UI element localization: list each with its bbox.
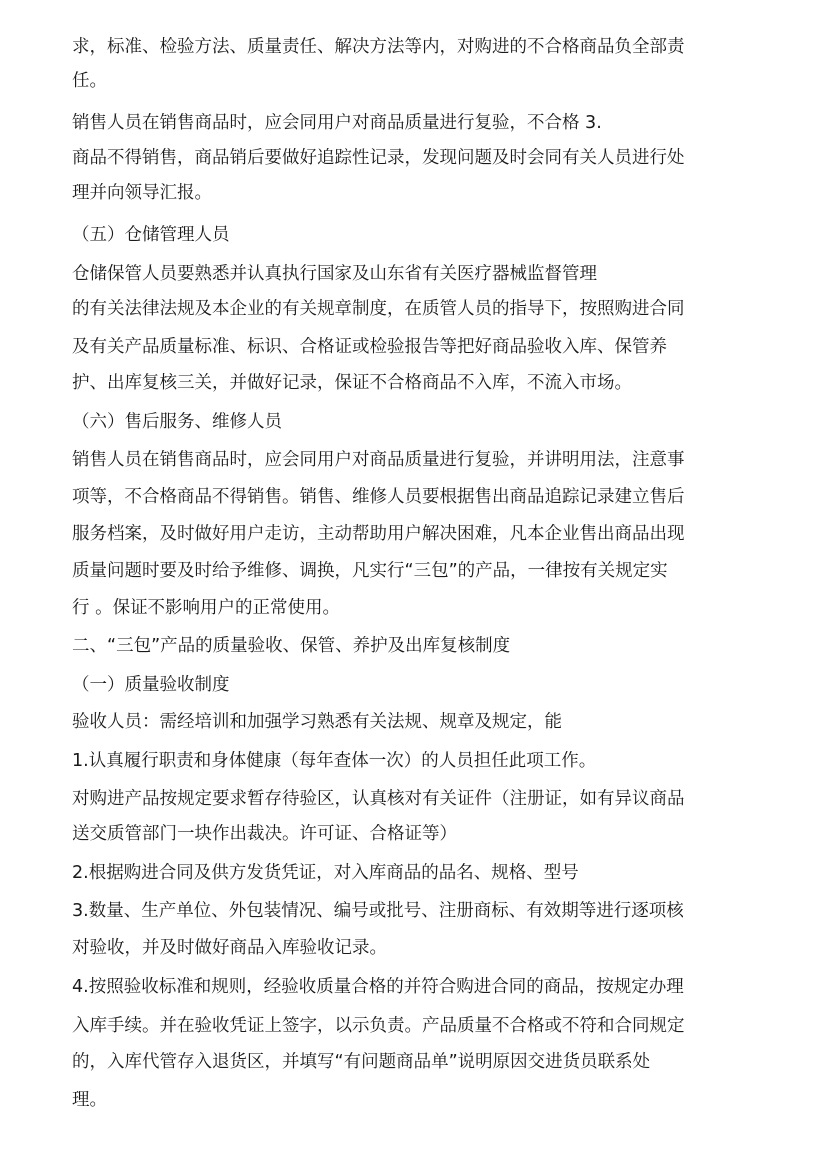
text-line-24: 3.数量、生产单位、外包装情况、编号或批号、注册商标、有效期等进行逐项核: [72, 901, 684, 921]
text-line-9: 及有关产品质量标准、标识、合格证或检验报告等把好商品验收入库、保管养: [72, 337, 667, 357]
section-heading-6: （六）售后服务、维修人员: [72, 412, 282, 432]
text-line-8: 的有关法律法规及本企业的有关规章制度，在质管人员的指导下，按照购进合同: [72, 299, 685, 319]
chapter-heading-2: 二、“三包”产品的质量验收、保管、养护及出库复核制度: [72, 636, 511, 656]
text-line-25: 对验收，并及时做好商品入库验收记录。: [72, 938, 387, 958]
text-line-20: 1.认真履行职责和身体健康（每年查体一次）的人员担任此项工作。: [72, 751, 597, 771]
text-line-2: 任。: [72, 71, 107, 91]
text-line-5: 理并向领导汇报。: [72, 183, 212, 203]
section-heading-5: （五）仓储管理人员: [72, 225, 230, 245]
text-line-19: 验收人员：需经培训和加强学习熟悉有关法规、规章及规定，能: [72, 712, 562, 732]
text-line-28: 的，入库代管存入退货区，并填写“有问题商品单”说明原因交进货员联系处: [72, 1052, 651, 1072]
text-line-26: 4.按照验收标准和规则，经验收质量合格的并符合购进合同的商品，按规定办理: [72, 977, 684, 997]
text-line-12: 销售人员在销售商品时，应会同用户对商品质量进行复验，并讲明用法，注意事: [72, 450, 685, 470]
text-line-1: 求，标准、检验方法、质量责任、解决方法等内，对购进的不合格商品负全部责: [72, 37, 685, 57]
text-line-21: 对购进产品按规定要求暂存待验区，认真核对有关证件（注册证，如有异议商品: [72, 789, 685, 809]
text-line-27: 入库手续。并在验收凭证上签字，以示负责。产品质量不合格或不符和合同规定: [72, 1016, 685, 1036]
text-line-13: 项等，不合格商品不得销售。销售、维修人员要根据售出商品追踪记录建立售后: [72, 487, 685, 507]
text-line-4: 商品不得销售，商品销后要做好追踪性记录，发现问题及时会同有关人员进行处: [72, 148, 685, 168]
text-line-16: 行 。保证不影响用户的正常使用。: [72, 598, 341, 618]
text-line-7: 仓储保管人员要熟悉并认真执行国家及山东省有关医疗器械监督管理: [72, 264, 597, 284]
text-line-3: 销售人员在销售商品时，应会同用户对商品质量进行复验，不合格 3.: [72, 113, 602, 133]
text-line-14: 服务档案，及时做好用户走访，主动帮助用户解决困难，凡本企业售出商品出现: [72, 524, 685, 544]
section-heading-1: （一）质量验收制度: [72, 675, 230, 695]
text-line-23: 2.根据购进合同及供方发货凭证，对入库商品的品名、规格、型号: [72, 863, 579, 883]
text-line-10: 护、出库复核三关，并做好记录，保证不合格商品不入库，不流入市场。: [72, 373, 632, 393]
text-line-29: 理。: [72, 1090, 107, 1110]
text-line-15: 质量问题时要及时给予维修、调换，凡实行“三包”的产品，一律按有关规定实: [72, 561, 668, 581]
text-line-22: 送交质管部门一块作出裁决。许可证、合格证等）: [72, 824, 457, 844]
